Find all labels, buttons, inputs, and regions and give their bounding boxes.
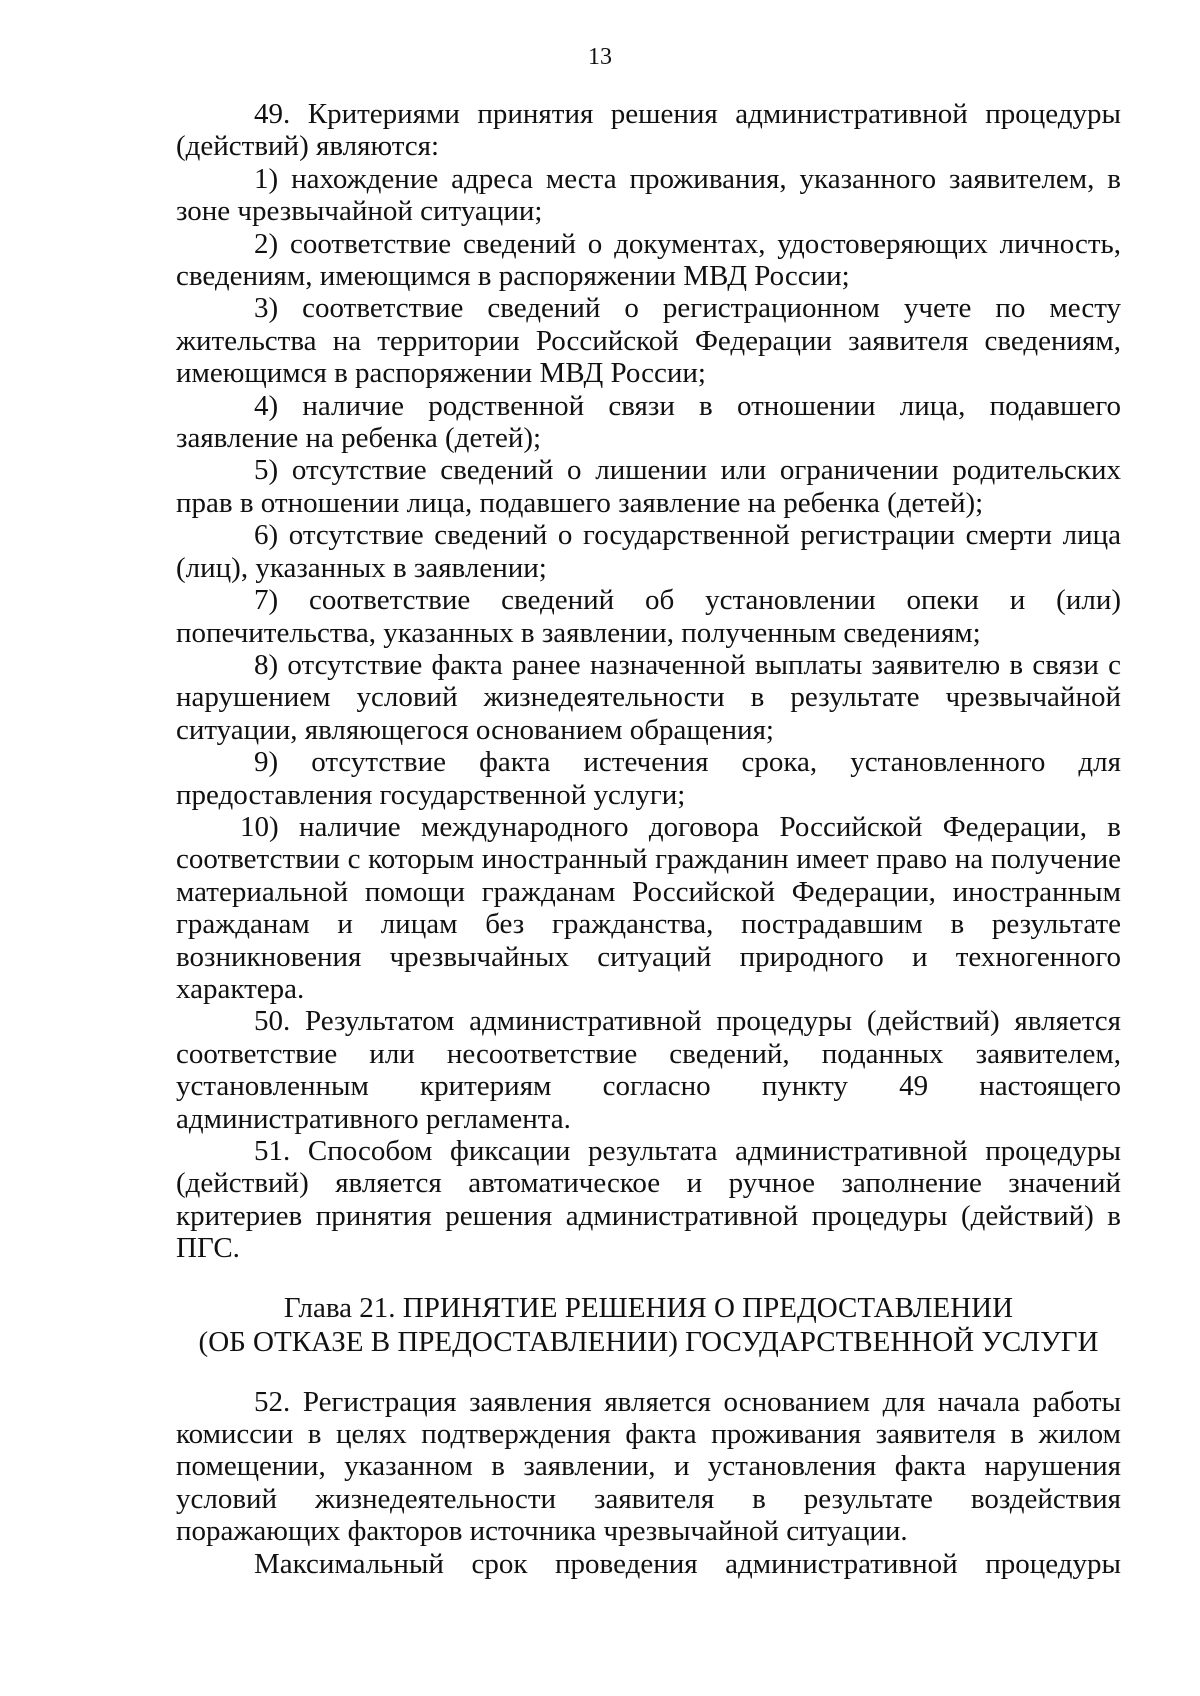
list-item-7: 7) соответствие сведений об установлении опеки и (или) попечительства, указанных в заявлении, полученным сведениям;	[176, 584, 1121, 649]
paragraph-49-intro: 49. Критериями принятия решения административной процедуры (действий) являются:	[176, 98, 1121, 163]
chapter-heading	[176, 1291, 1121, 1359]
paragraph-50: 50. Результатом административной процедуры (действий) является соответствие или несоответствие сведений, поданных заявителем, установленным критериям согласно пункту 49 настоящего административного регламента.	[176, 1005, 1121, 1135]
list-item-3: 3) соответствие сведений о регистрационном учете по месту жительства на территории Российской Федерации заявителя сведениям, имеющимся в распоряжении МВД России;	[176, 292, 1121, 390]
paragraph-51: 51. Способом фиксации результата административной процедуры (действий) является автоматическое и ручное заполнение значений критериев принятия решения административной процедуры (действий) в ПГС.	[176, 1135, 1121, 1265]
document-body	[176, 98, 1121, 1580]
list-item-5: 5) отсутствие сведений о лишении или ограничении родительских прав в отношении лица, подавшего заявление на ребенка (детей);	[176, 454, 1121, 519]
paragraph-52: 52. Регистрация заявления является основанием для начала работы комиссии в целях подтверждения факта проживания заявителя в жилом помещении, указанном в заявлении, и установления факта нарушения условий жизнедеятельности заявителя в результате воздействия поражающих факторов источника чрезвычайной ситуации.	[176, 1385, 1121, 1548]
chapter-heading-line-2: (ОБ ОТКАЗЕ В ПРЕДОСТАВЛЕНИИ) ГОСУДАРСТВЕННОЙ УСЛУГИ	[198, 1325, 1099, 1358]
page-number: 13	[588, 44, 612, 70]
list-item-4: 4) наличие родственной связи в отношении лица, подавшего заявление на ребенка (детей);	[176, 389, 1121, 455]
list-item-9: 9) отсутствие факта истечения срока, установленного для предоставления государственной услуги;	[176, 746, 1121, 811]
chapter-heading-line-1: Глава 21. ПРИНЯТИЕ РЕШЕНИЯ О ПРЕДОСТАВЛЕНИИ	[283, 1291, 1014, 1324]
list-item-1: 1) нахождение адреса места проживания, указанного заявителем, в зоне чрезвычайной ситуации;	[176, 162, 1121, 228]
paragraph-52-continuation: Максимальный срок проведения административной процедуры	[254, 1547, 1121, 1580]
list-item-10: 10) наличие международного договора Российской Федерации, в соответствии с которым иностранный гражданин имеет право на получение материальной помощи гражданам Российской Федерации, иностранным гражданам и лицам без гражданства, пострадавшим в результате возникновения чрезвычайных ситуаций природного и техногенного характера.	[176, 810, 1121, 1005]
list-item-2: 2) соответствие сведений о документах, удостоверяющих личность, сведениям, имеющимся в распоряжении МВД России;	[176, 227, 1121, 293]
list-item-6: 6) отсутствие сведений о государственной регистрации смерти лица (лиц), указанных в заявлении;	[176, 519, 1121, 584]
list-item-8: 8) отсутствие факта ранее назначенной выплаты заявителю в связи с нарушением условий жизнедеятельности в результате чрезвычайной ситуации, являющегося основанием обращения;	[176, 648, 1121, 746]
